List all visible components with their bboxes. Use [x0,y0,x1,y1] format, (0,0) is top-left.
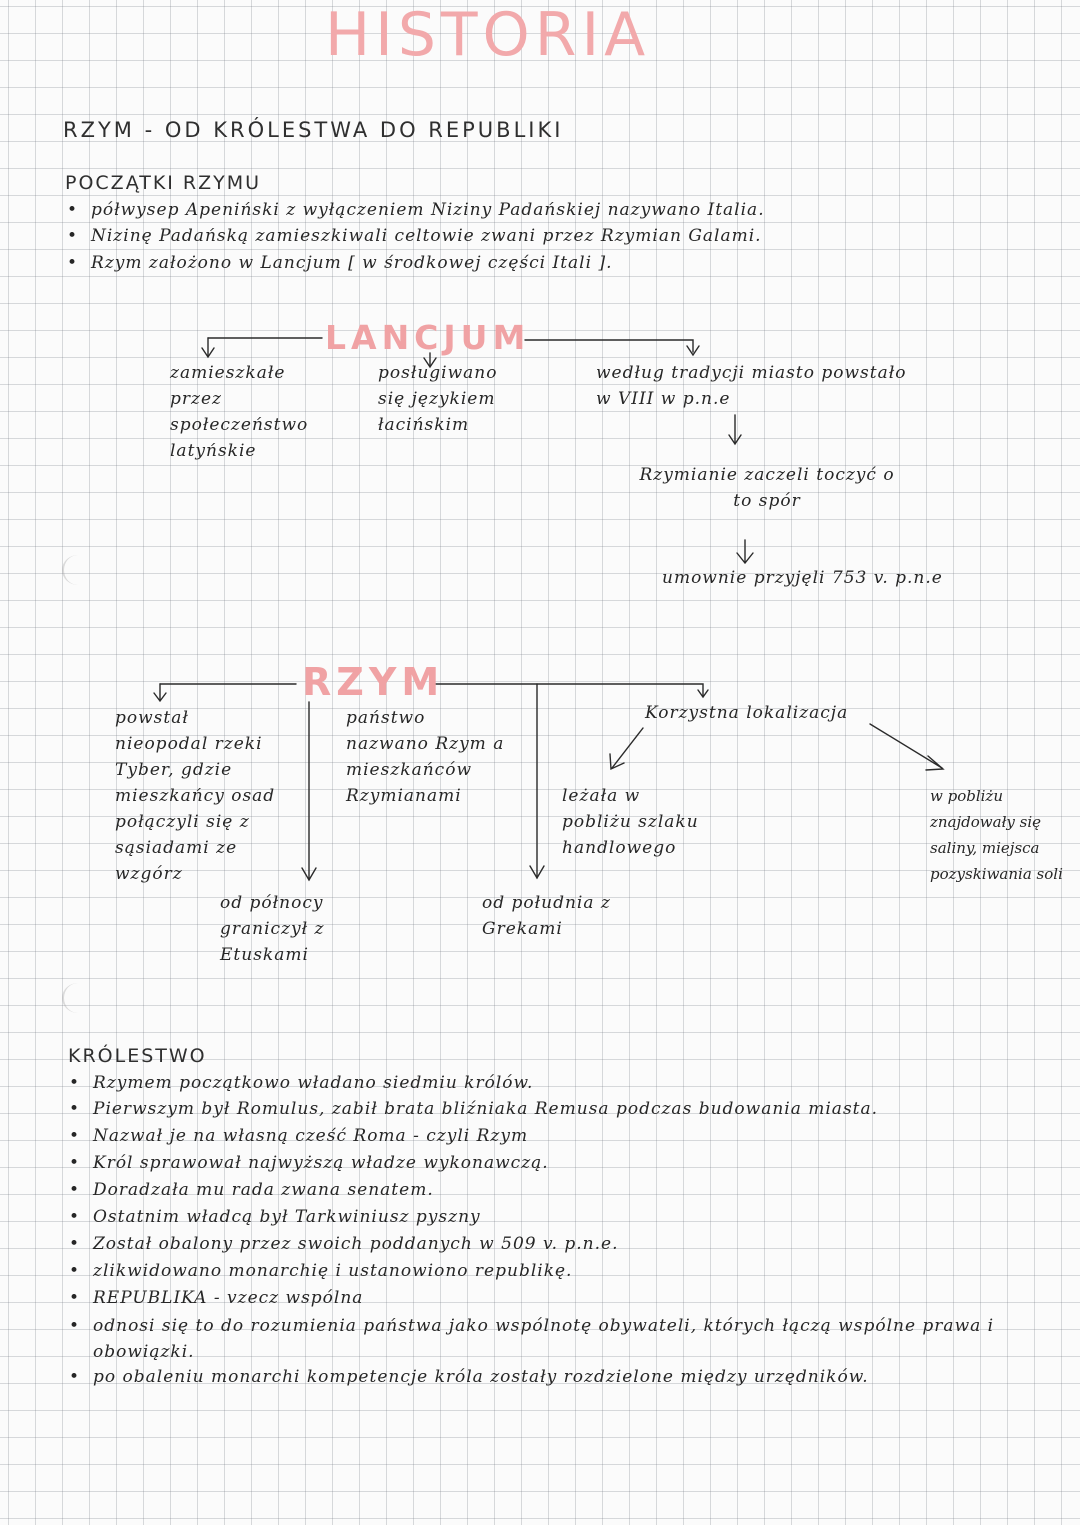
bullet-item: • po obaleniu monarchi kompetencje króla zostały rozdzielone między urzędników. [93,1367,869,1387]
rzym-branch-south: od południa z Grekami [482,893,611,939]
bullet-item: • zlikwidowano monarchię i ustanowiono republikę. [93,1261,572,1281]
section-heading-kingdom: KRÓLESTWO [68,1045,207,1067]
rzym-label: RZYM [302,660,445,704]
lancjum-branch-language: posługiwano się językiem łacińskim [378,363,498,435]
rzym-branch-north: od północy graniczył z Etuskami [220,893,325,965]
lancjum-branch-society: zamieszkałe przez społeczeństwo latyńskie [170,363,309,461]
topic-subtitle: RZYM - OD KRÓLESTWA DO REPUBLIKI [63,118,564,142]
rzym-branch-state: państwo nazwano Rzym a mieszkańców Rzymianami [346,708,505,806]
bullet-item: • półwysep Apeniński z wyłączeniem Niziny Padańskiej nazywano Italia. [91,200,765,220]
lancjum-conclusion: umownie przyjęli 753 v. p.n.e [662,568,943,588]
bullet-item: • Rzymem początkowo władano siedmiu królów. [93,1073,533,1093]
bullet-item: • Król sprawował najwyższą władze wykonawczą. [93,1153,549,1173]
lancjum-branch-founding: według tradycji miasto powstało w VIII w p.n.e [596,363,907,409]
bullet-item: • Nazwał je na własną cześć Roma - czyli Rzym [93,1126,528,1146]
lancjum-followup: Rzymianie zaczeli toczyć o to spór [639,465,895,511]
bullet-item: • odnosi się to do rozumienia państwa jako wspólnotę obywateli, których łączą wspólne prawa i obowiązki. [93,1313,1053,1365]
rzym-branch-founded: powstał nieopodal rzeki Tyber, gdzie mieszkańcy osad połączyli się z sąsiadami ze wzgórz [115,708,276,884]
location-trade-route: leżała w pobliżu szlaku handlowego [562,786,699,858]
bullet-item: • Rzym założono w Lancjum [ w środkowej części Itali ]. [91,253,613,273]
section-heading-beginnings: POCZĄTKI RZYMU [65,172,262,194]
page-title: HISTORIA [325,0,651,70]
rzym-branch-location: Korzystna lokalizacja [645,703,849,723]
bullet-item: • Ostatnim władcą był Tarkwiniusz pyszny [93,1207,481,1227]
bullet-item: • Pierwszym był Romulus, zabił brata bliźniaka Remusa podczas budowania miasta. [93,1099,878,1119]
lancjum-label: LANCJUM [325,318,531,357]
bullet-item: • Doradzała mu rada zwana senatem. [93,1180,434,1200]
bullet-item: • Nizinę Padańską zamieszkiwali celtowie zwani przez Rzymian Galami. [91,226,762,246]
bullet-item: • Został obalony przez swoich poddanych w 509 v. p.n.e. [93,1234,619,1254]
location-salt-works: w pobliżu znajdowały się saliny, miejsca pozyskiwania soli [930,787,1063,883]
bullet-item: • REPUBLIKA - vzecz wspólna [93,1288,363,1308]
